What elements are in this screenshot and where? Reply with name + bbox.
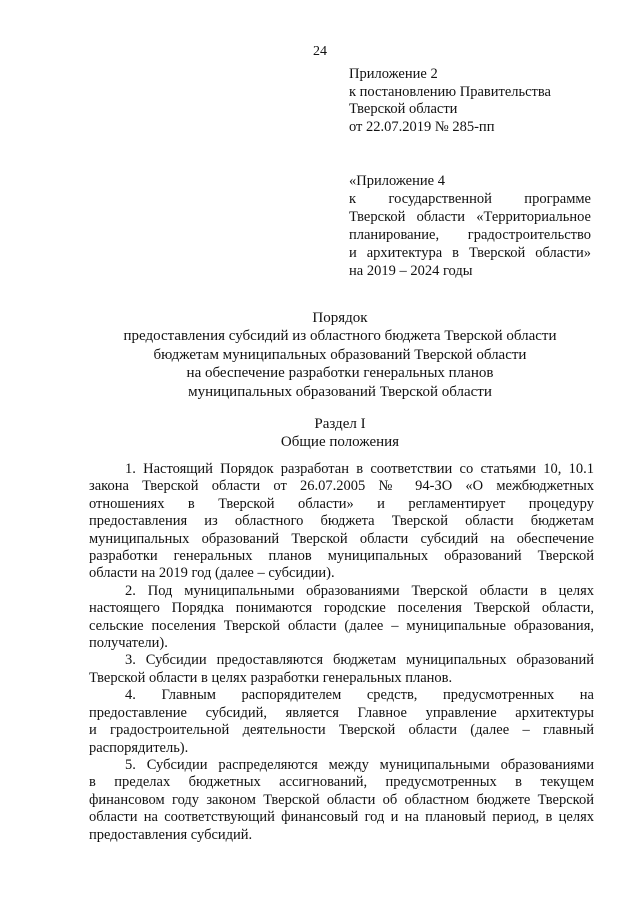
paragraph-5: [89, 757, 594, 844]
page-number: 24: [313, 44, 327, 59]
paragraph-line: сельские поселения Тверской области (далее – муниципальные образования,: [89, 617, 594, 634]
title-line: на обеспечение разработки генеральных планов: [186, 365, 494, 382]
paragraph-line: и градостроительной деятельности Тверской области (далее – главный: [89, 722, 594, 739]
program-attachment-line: «Приложение 4: [349, 173, 445, 189]
section-name: Общие положения: [280, 434, 400, 451]
section-heading: [60, 415, 620, 452]
paragraph-line: 5. Субсидии распределяются между муниципальными образованиями: [125, 756, 594, 773]
paragraph-3: [89, 652, 594, 687]
paragraph-line: предоставления из областного бюджета Тверской области бюджетам: [89, 513, 594, 530]
paragraph-line: в пределах бюджетных ассигнований, предусмотренных в текущем: [89, 774, 594, 791]
attachment-header-line: к постановлению Правительства: [349, 83, 551, 100]
paragraph-line: разработки генеральных планов муниципальных образований Тверской: [89, 548, 594, 565]
program-attachment-header: [349, 172, 591, 280]
paragraph-line: 1. Настоящий Порядок разработан в соответствии со статьями 10, 10.1: [125, 461, 594, 477]
attachment-header-line: от 22.07.2019 № 285-пп: [349, 118, 495, 135]
paragraph-line: отношениях в Тверской области» и регламентирует процедуру: [89, 495, 594, 512]
attachment-header: [349, 66, 589, 136]
program-attachment-line: на 2019 – 2024 годы: [349, 263, 473, 279]
title-line: муниципальных образований Тверской области: [188, 383, 492, 400]
title-line: предоставления субсидий из областного бюджета Тверской области: [123, 328, 557, 345]
program-attachment-line: планирование, градостроительство: [349, 227, 591, 243]
document-title: [60, 309, 620, 401]
program-attachment-line: Тверской области «Территориальное: [349, 209, 591, 225]
paragraph-line: предоставления субсидий.: [89, 826, 253, 843]
paragraph-4: [89, 687, 594, 757]
paragraph-line: 2. Под муниципальными образованиями Тверской области в целях: [125, 582, 594, 599]
section-number: Раздел I: [314, 416, 366, 432]
attachment-header-line: Тверской области: [349, 101, 458, 118]
document-body: [89, 461, 594, 844]
paragraph-line: финансовом году законом Тверской области об областном бюджете Тверской: [89, 791, 594, 808]
title-line: Порядок: [312, 310, 368, 326]
program-attachment-line: и архитектура в Тверской области»: [349, 245, 591, 261]
paragraph-line: предоставление субсидий, является Главное управление архитектуры: [89, 704, 594, 721]
attachment-header-line: Приложение 2: [349, 66, 438, 82]
paragraph-line: области на соответствующий финансовый год и на плановый период, в целях: [89, 809, 594, 826]
title-line: бюджетам муниципальных образований Тверской области: [153, 346, 527, 363]
paragraph-line: области на 2019 год (далее – субсидии).: [89, 565, 335, 582]
paragraph-line: Тверской области в целях разработки генеральных планов.: [89, 669, 453, 686]
paragraph-2: [89, 583, 594, 653]
program-attachment-line: к государственной программе: [349, 191, 591, 207]
paragraph-line: получатели).: [89, 635, 168, 652]
paragraph-line: 3. Субсидии предоставляются бюджетам муниципальных образований: [125, 652, 594, 669]
paragraph-line: настоящего Порядка понимаются городские поселения Тверской области,: [89, 600, 594, 617]
paragraph-line: распорядитель).: [89, 739, 189, 756]
paragraph-line: закона Тверской области от 26.07.2005 № 94-ЗО «О межбюджетных: [89, 478, 594, 495]
paragraph-1: [89, 461, 594, 583]
paragraph-line: 4. Главным распорядителем средств, предусмотренных на: [125, 687, 594, 704]
paragraph-line: муниципальных образований Тверской области субсидий на обеспечение: [89, 530, 594, 547]
